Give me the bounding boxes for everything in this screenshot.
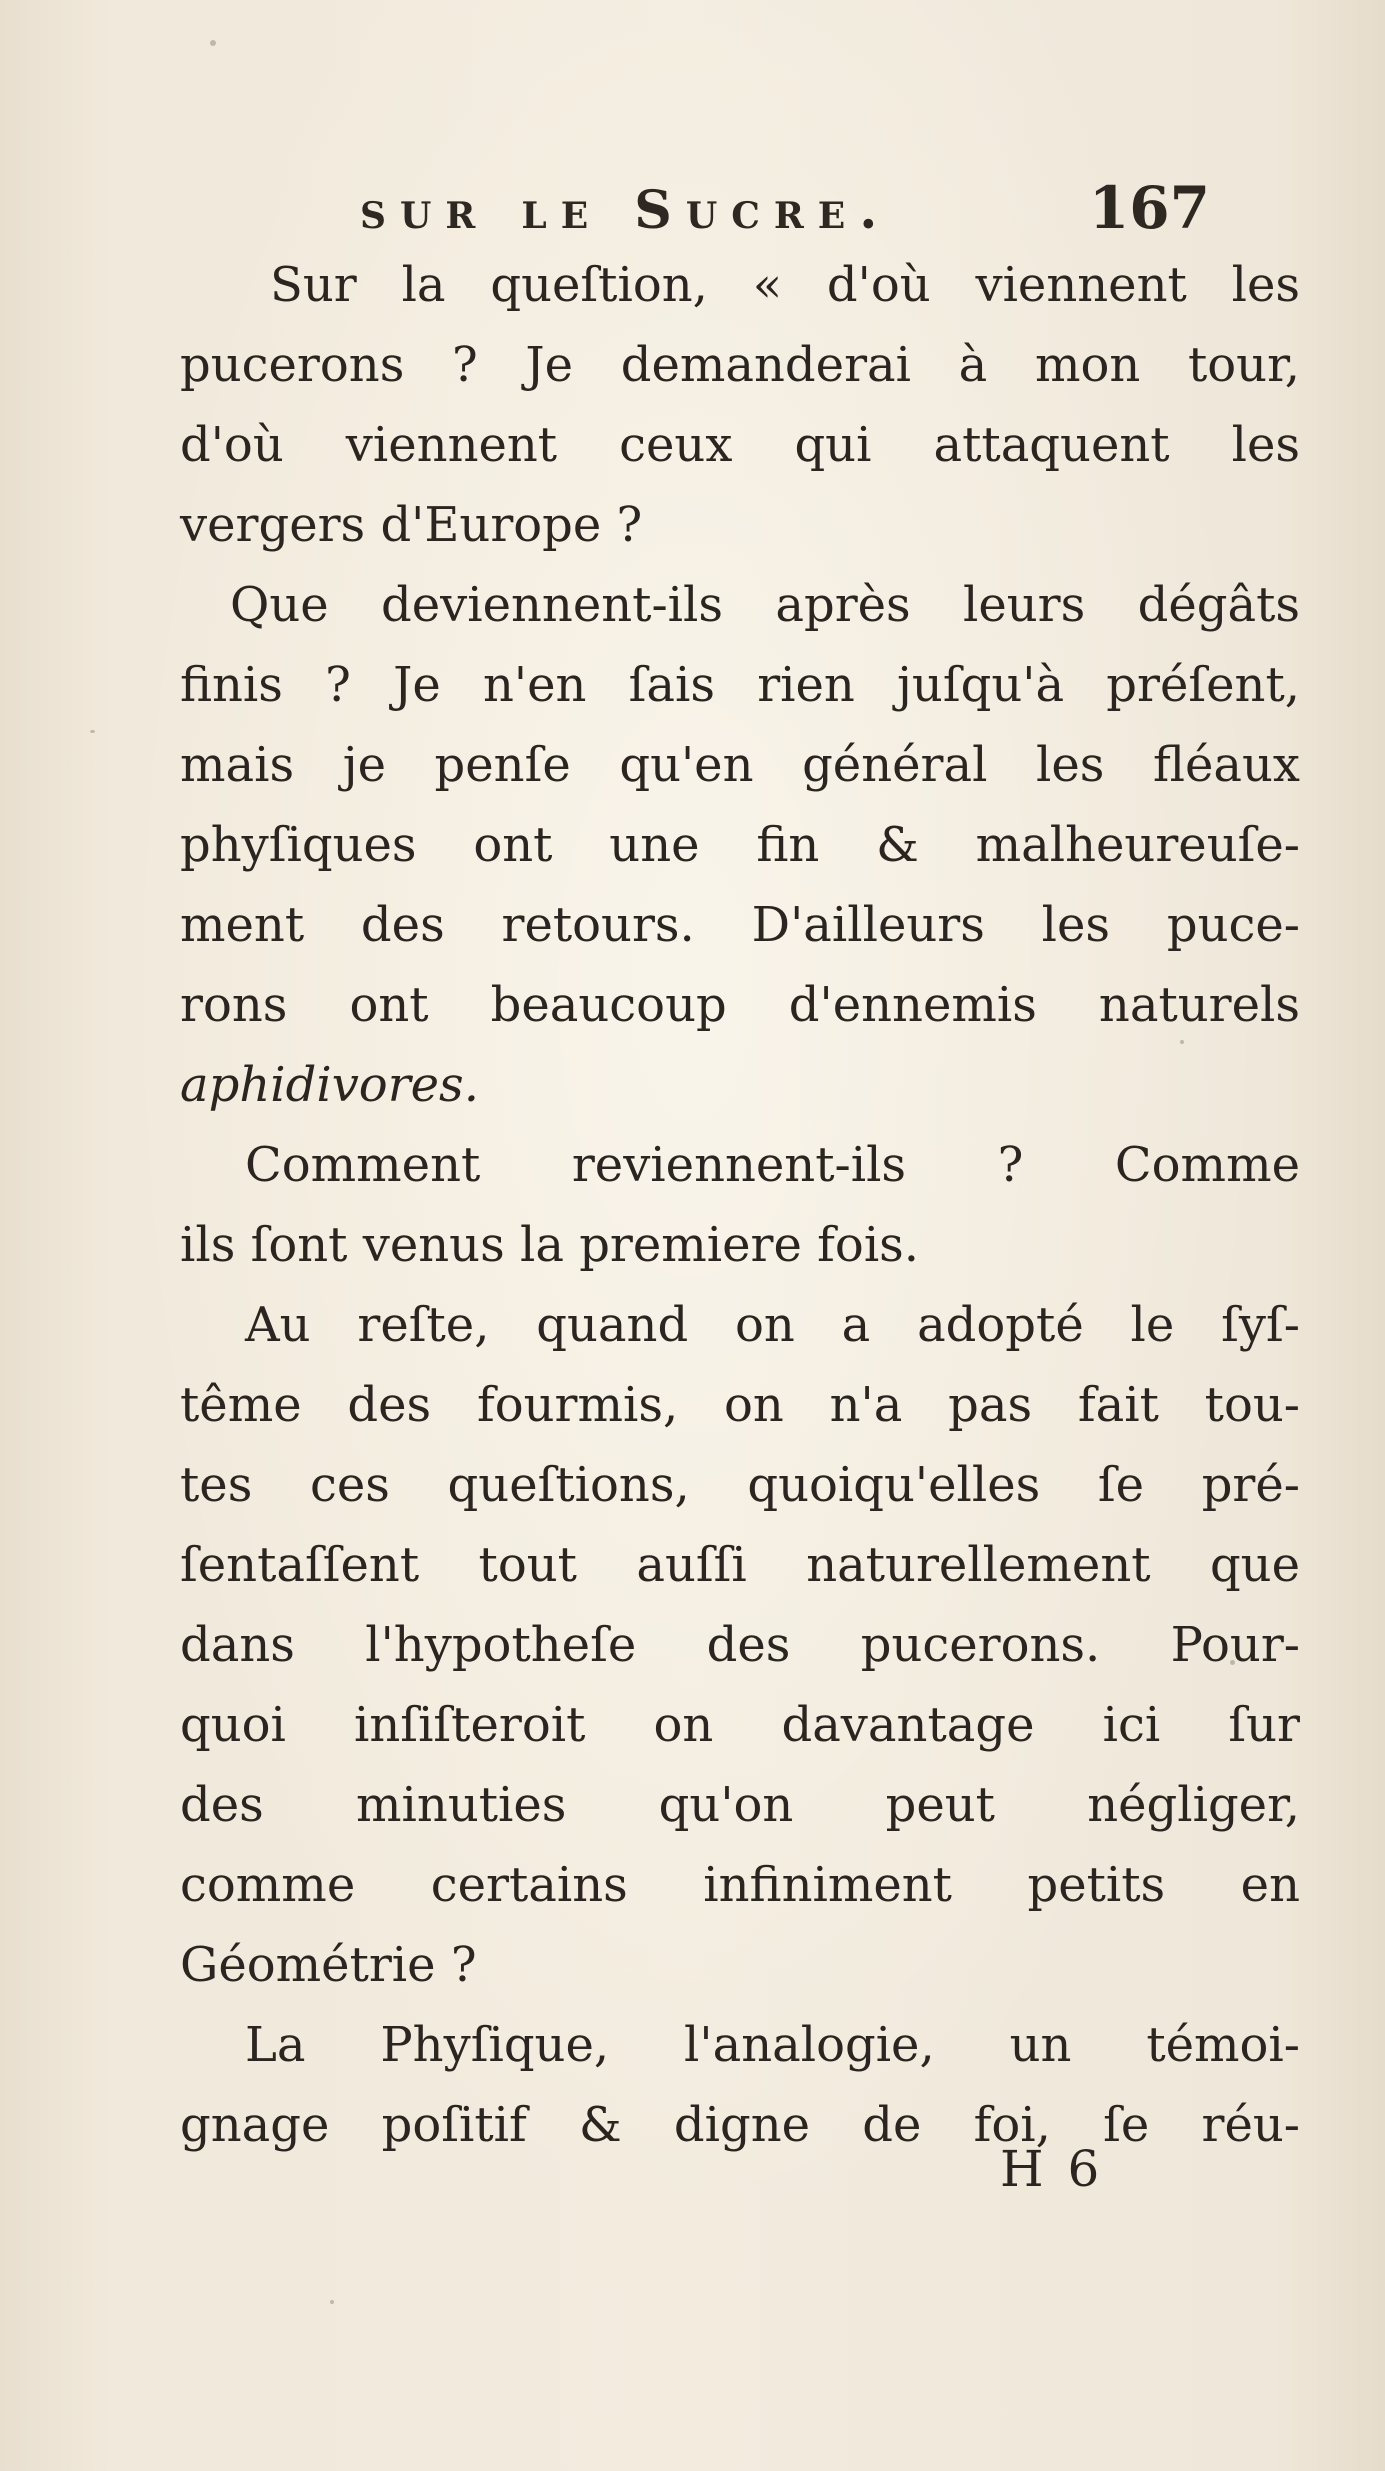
text-line: comme certains infiniment petits en [180, 1857, 1300, 1913]
text-line: ſentaſſent tout auſſi naturellement que [180, 1537, 1300, 1593]
paper-speck [90, 730, 95, 733]
text-line: finis ? Je n'en ſais rien juſqu'à préſent, [180, 657, 1300, 713]
text-line: rons ont beaucoup d'ennemis naturels [180, 977, 1300, 1033]
text-line: Au reſte, quand on a adopté le ſyſ- [245, 1297, 1300, 1353]
text-line: ils ſont venus la premiere fois. [180, 1217, 920, 1273]
text-line: pucerons ? Je demanderai à mon tour, [180, 337, 1300, 393]
running-head-title: sur le Sucre. [360, 180, 892, 241]
paper-speck [330, 2300, 334, 2304]
text-line: d'où viennent ceux qui attaquent les [180, 417, 1300, 473]
text-line: Géométrie ? [180, 1937, 477, 1993]
text-line: dans l'hypotheſe des pucerons. Pour- [180, 1617, 1300, 1673]
text-line: vergers d'Europe ? [180, 497, 643, 553]
text-line: Que deviennent-ils après leurs dégâts [230, 577, 1300, 633]
text-line: tes ces queſtions, quoiqu'elles ſe pré- [180, 1457, 1300, 1513]
running-head [360, 174, 1210, 250]
text-line: des minuties qu'on peut négliger, [180, 1777, 1300, 1833]
text-line: La Phyſique, l'analogie, un témoi- [245, 2017, 1300, 2073]
text-line: tême des fourmis, on n'a pas fait tou- [180, 1377, 1300, 1433]
paper-speck [210, 40, 216, 46]
text-line: ment des retours. D'ailleurs les puce- [180, 897, 1300, 953]
text-line: mais je penſe qu'en général les fléaux [180, 737, 1300, 793]
text-line: phyſiques ont une fin & malheureuſe- [180, 817, 1300, 873]
text-line: quoi inſiſteroit on davantage ici ſur [180, 1697, 1300, 1753]
text-line: Sur la queſtion, « d'où viennent les [270, 257, 1300, 313]
signature-mark: H 6 [1000, 2140, 1104, 2198]
text-line-italic: aphidivores. [180, 1057, 479, 1113]
text-line: gnage poſitif & digne de foi, ſe réu- [180, 2097, 1300, 2153]
text-line: Comment reviennent-ils ? Comme [245, 1137, 1300, 1193]
page-number: 167 [1088, 174, 1210, 242]
